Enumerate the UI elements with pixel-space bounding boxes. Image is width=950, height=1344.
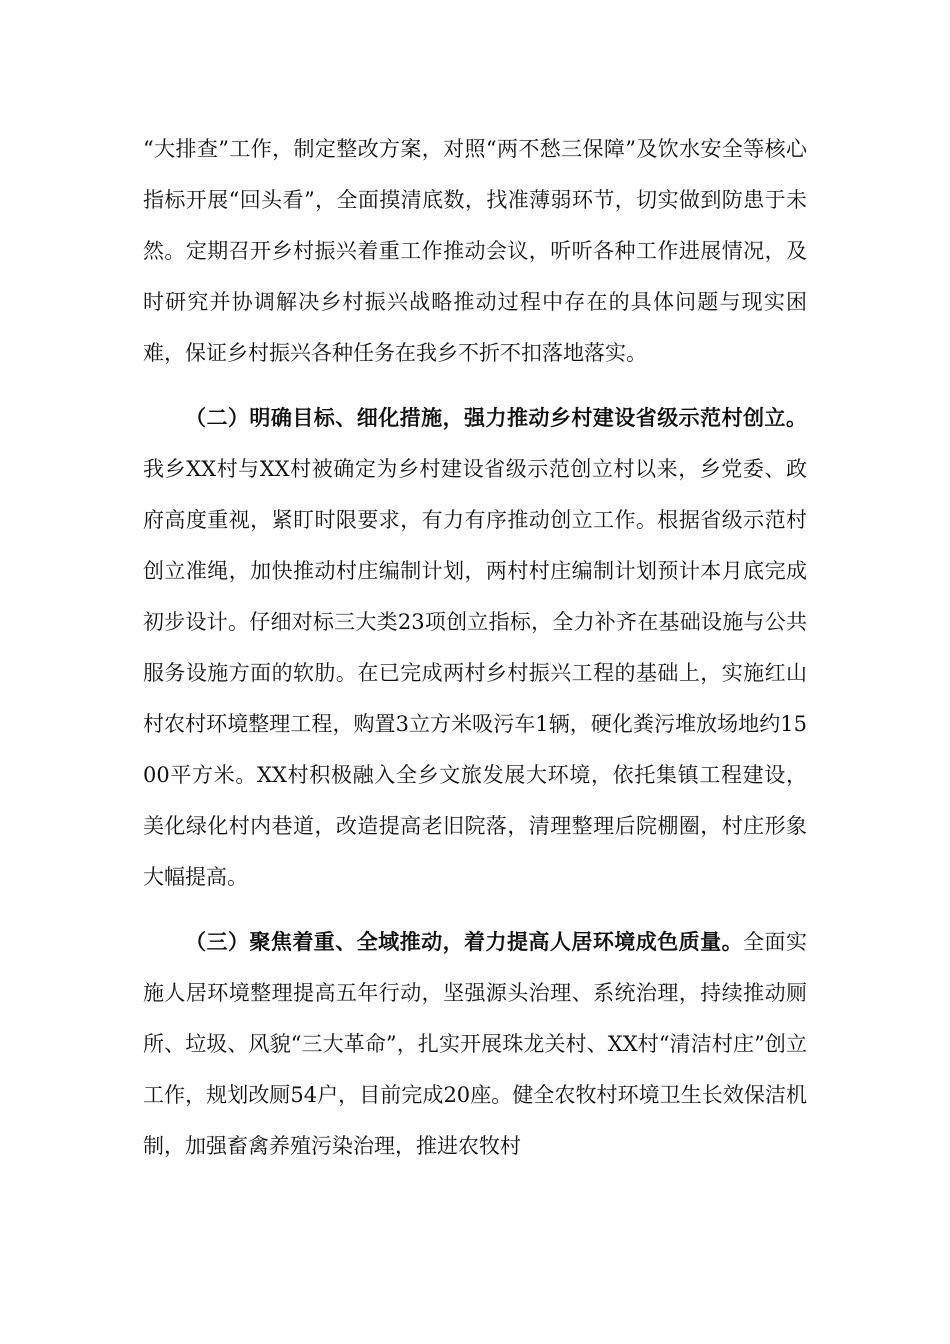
paragraph-1-text: “大排查”工作，制定整改方案，对照“两不愁三保障”及饮水安全等核心指标开展“回头看”，全面摸清底数，找准薄弱环节，切实做到防患于未然。定期召开乡村振兴着重工作推动会议，听听各种工作进展情况，及时研究并协调解决乡村振兴战略推动过程中存在的具体问题与现实困难，保证乡村振兴各种任务在我乡不折不扣落地落实。 bbox=[143, 137, 807, 365]
section-2-text: 我乡XX村与XX村被确定为乡村建设省级示范创立村以来，乡党委、政府高度重视，紧盯时限要求，有力有序推动创立工作。根据省级示范村创立准绳，加快推动村庄编制计划，两村村庄编制计划预计本月底完成初步设计。仔细对标三大类23项创立指标，全力补齐在基础设施与公共服务设施方面的软肋。在已完成两村乡村振兴工程的基础上，实施红山村农村环境整理工程，购置3立方米吸污车1辆，硬化粪污堆放场地约1500平方米。XX村积极融入全乡文旅发展大环境，依托集镇工程建设，美化绿化村内巷道，改造提高老旧院落，清理整理后院棚圈，村庄形象大幅提高。 bbox=[143, 457, 807, 889]
paragraph-continuation bbox=[143, 124, 807, 379]
section-2-heading: （二）明确目标、细化措施，强力推动乡村建设省级示范村创立。 bbox=[185, 405, 807, 430]
paragraph-section-3 bbox=[143, 916, 807, 1172]
paragraph-section-2 bbox=[143, 392, 807, 903]
section-3-heading: （三）聚焦着重、全域推动，着力提高人居环境成色质量。 bbox=[185, 929, 744, 954]
section-3-text: 全面实施人居环境整理提高五年行动，坚强源头治理、系统治理，持续推动厕所、垃圾、风貌“三大革命”，扎实开展珠龙关村、XX村“清洁村庄”创立工作，规划改厕54户，目前完成20座。健全农牧村环境卫生长效保洁机制，加强畜禽养殖污染治理，推进农牧村 bbox=[143, 930, 808, 1158]
document-body bbox=[143, 124, 807, 1172]
